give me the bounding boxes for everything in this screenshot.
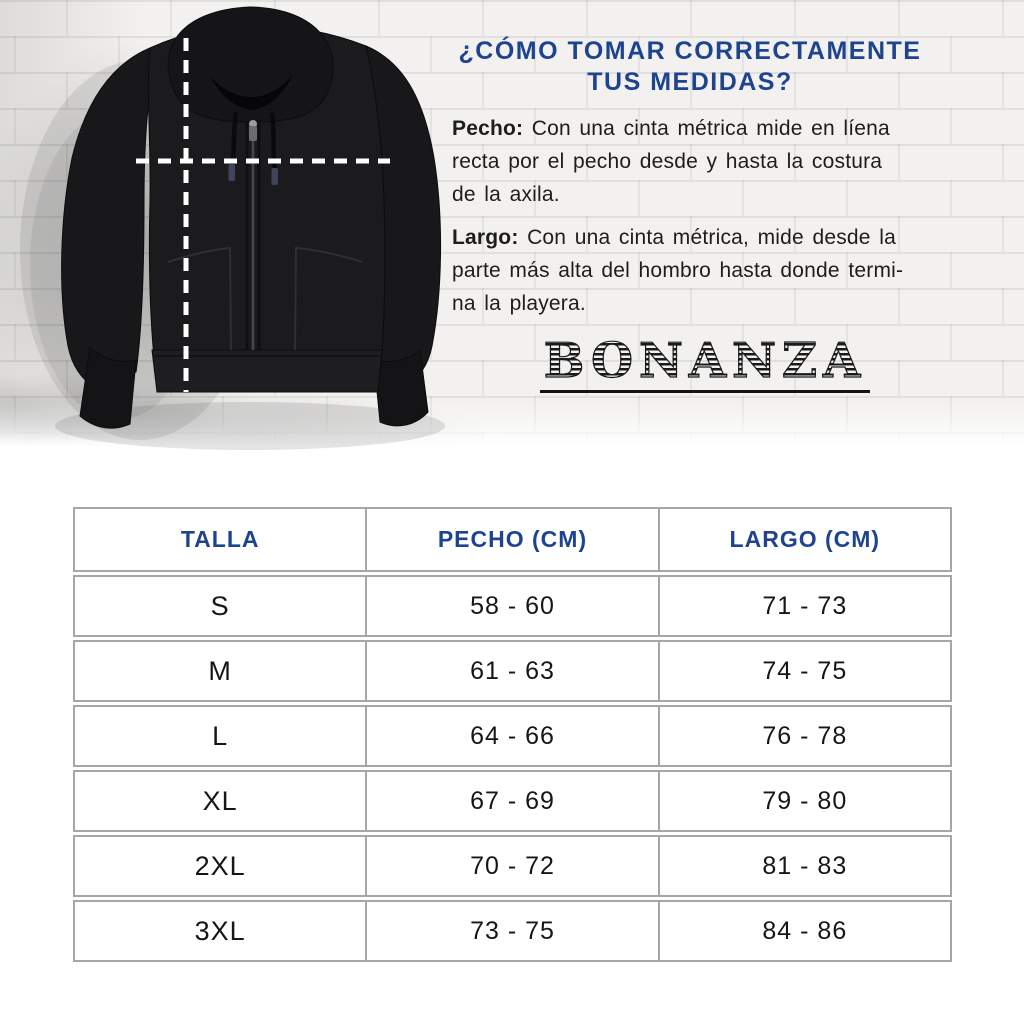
pecho-instruction-line1 xyxy=(452,112,942,145)
largo-instruction-line3: na la playera. xyxy=(452,292,586,315)
table-row-3xl xyxy=(73,900,952,962)
hoodie-photo xyxy=(0,0,460,450)
largo-label: Largo: xyxy=(452,226,519,249)
table-header-row xyxy=(73,507,952,572)
size-cell: S xyxy=(75,577,367,635)
pecho-cell: 73 - 75 xyxy=(367,902,659,960)
page-title-line2: TUS MEDIDAS? xyxy=(587,68,793,96)
pecho-instruction xyxy=(452,112,942,211)
size-cell: XL xyxy=(75,772,367,830)
brand-logo xyxy=(540,333,870,393)
size-cell: 2XL xyxy=(75,837,367,895)
largo-cell: 79 - 80 xyxy=(762,786,848,815)
largo-cell: 76 - 78 xyxy=(762,721,848,750)
pecho-instruction-line3: de la axila. xyxy=(452,183,560,206)
largo-text: Con una cinta métrica, mide desde la xyxy=(518,226,896,249)
table-row-m xyxy=(73,640,952,702)
size-table xyxy=(73,507,952,965)
column-header-talla: TALLA xyxy=(75,509,367,570)
hoodie-right-cuff xyxy=(374,350,428,426)
table-row-l xyxy=(73,705,952,767)
pecho-cell: 64 - 66 xyxy=(367,707,659,765)
largo-cell: 71 - 73 xyxy=(762,591,848,620)
pecho-cell: 70 - 72 xyxy=(367,837,659,895)
table-row-s xyxy=(73,575,952,637)
largo-instruction-line1 xyxy=(452,221,942,254)
size-cell: M xyxy=(75,642,367,700)
page-title xyxy=(430,36,950,98)
pecho-label: Pecho: xyxy=(452,117,524,140)
largo-cell: 74 - 75 xyxy=(762,656,848,685)
pecho-instruction-line2: recta por el pecho desde y hasta la costura xyxy=(452,150,883,173)
column-header-largo: LARGO (CM) xyxy=(729,526,881,552)
column-header-pecho: PECHO (CM) xyxy=(367,509,659,570)
pecho-cell: 58 - 60 xyxy=(367,577,659,635)
largo-instruction xyxy=(452,221,942,320)
largo-instruction-line2: parte más alta del hombro hasta donde termi- xyxy=(452,259,904,282)
pecho-cell: 61 - 63 xyxy=(367,642,659,700)
brand-name: BONANZA xyxy=(543,333,867,389)
table-row-xl xyxy=(73,770,952,832)
pecho-text: Con una cinta métrica mide en líena xyxy=(523,117,890,140)
table-row-2xl xyxy=(73,835,952,897)
size-cell: 3XL xyxy=(75,902,367,960)
zipper-pull xyxy=(249,126,257,141)
largo-cell: 84 - 86 xyxy=(762,916,848,945)
page-title-line1: ¿CÓMO TOMAR CORRECTAMENTE xyxy=(458,37,922,65)
size-cell: L xyxy=(75,707,367,765)
drawstring-left-aglet xyxy=(229,164,236,181)
drawstring-right-aglet xyxy=(272,168,279,185)
largo-cell: 81 - 83 xyxy=(762,851,848,880)
pecho-cell: 67 - 69 xyxy=(367,772,659,830)
